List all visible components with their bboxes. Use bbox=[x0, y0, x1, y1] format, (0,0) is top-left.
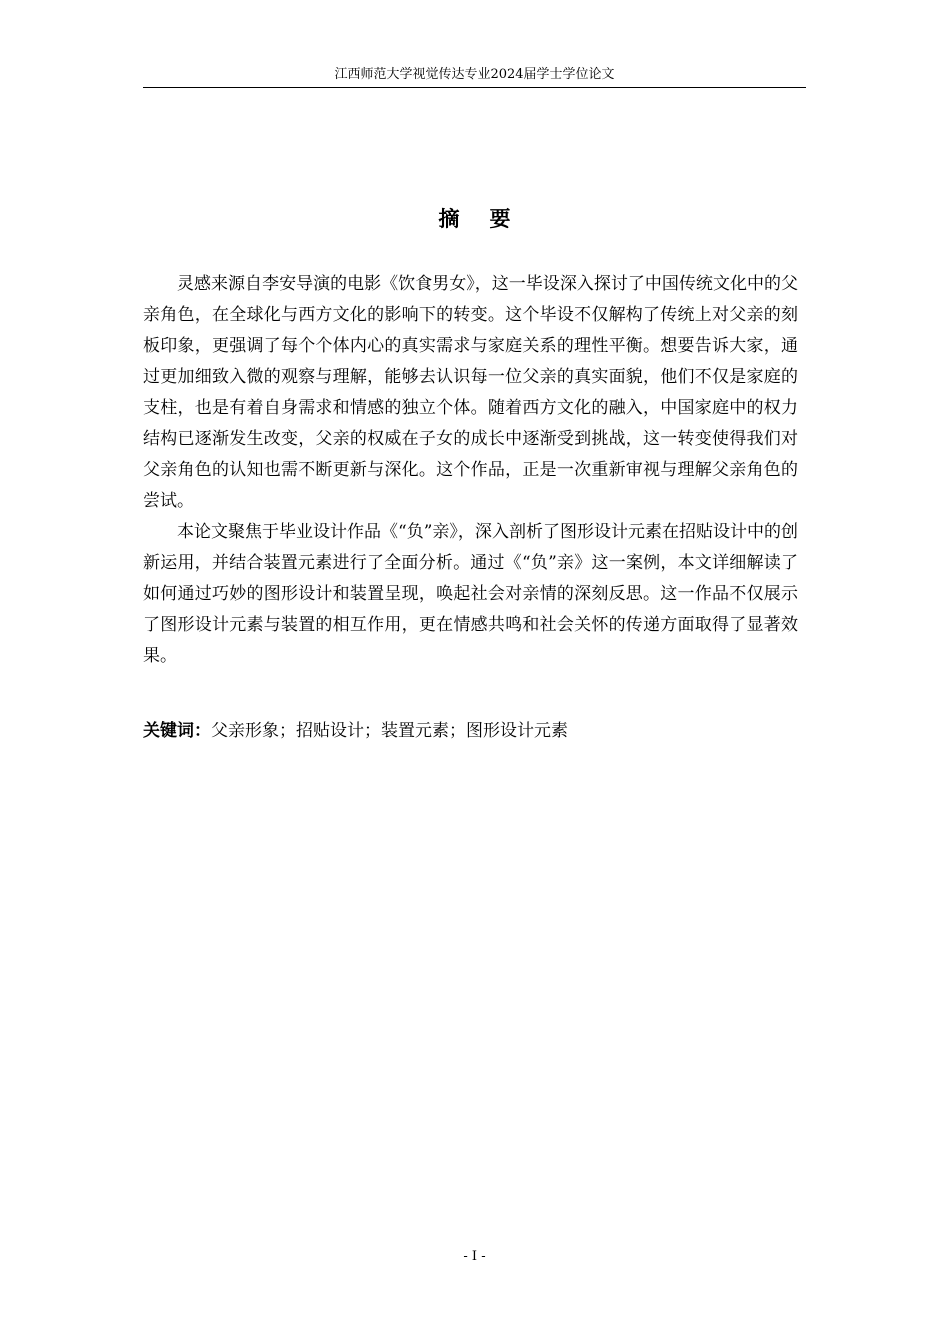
abstract-body bbox=[143, 269, 798, 672]
abstract-title: 摘要 bbox=[438, 207, 541, 231]
page-number: - I - bbox=[463, 1249, 486, 1264]
abstract-paragraph-2: 本论文聚焦于毕业设计作品《“负”亲》，深入剖析了图形设计元素在招贴设计中的创新运用，并结合装置元素进行了全面分析。通过《“负”亲》这一案例，本文详细解读了如何通过巧妙的图形设计和装置呈现，唤起社会对亲情的深刻反思。这一作品不仅展示了图形设计元素与装置的相互作用，更在情感共鸣和社会关怀的传递方面取得了显著效果。 bbox=[143, 522, 798, 666]
abstract-paragraph-1: 灵感来源自李安导演的电影《饮食男女》，这一毕设深入探讨了中国传统文化中的父亲角色，在全球化与西方文化的影响下的转变。这个毕设不仅解构了传统上对父亲的刻板印象，更强调了每个个体内心的真实需求与家庭关系的理性平衡。想要告诉大家，通过更加细致入微的观察与理解，能够去认识每一位父亲的真实面貌，他们不仅是家庭的支柱，也是有着自身需求和情感的独立个体。随着西方文化的融入，中国家庭中的权力结构已逐渐发生改变，父亲的权威在子女的成长中逐渐受到挑战，这一转变使得我们对父亲角色的认知也需不断更新与深化。这个作品，正是一次重新审视与理解父亲角色的尝试。 bbox=[143, 274, 798, 511]
keywords-list: 父亲形象；招贴设计；装置元素；图形设计元素 bbox=[211, 721, 568, 741]
keywords-label: 关键词： bbox=[143, 721, 211, 741]
running-header: 江西师范大学视觉传达专业2024届学士学位论文 bbox=[143, 66, 806, 88]
keywords-line bbox=[143, 716, 806, 747]
